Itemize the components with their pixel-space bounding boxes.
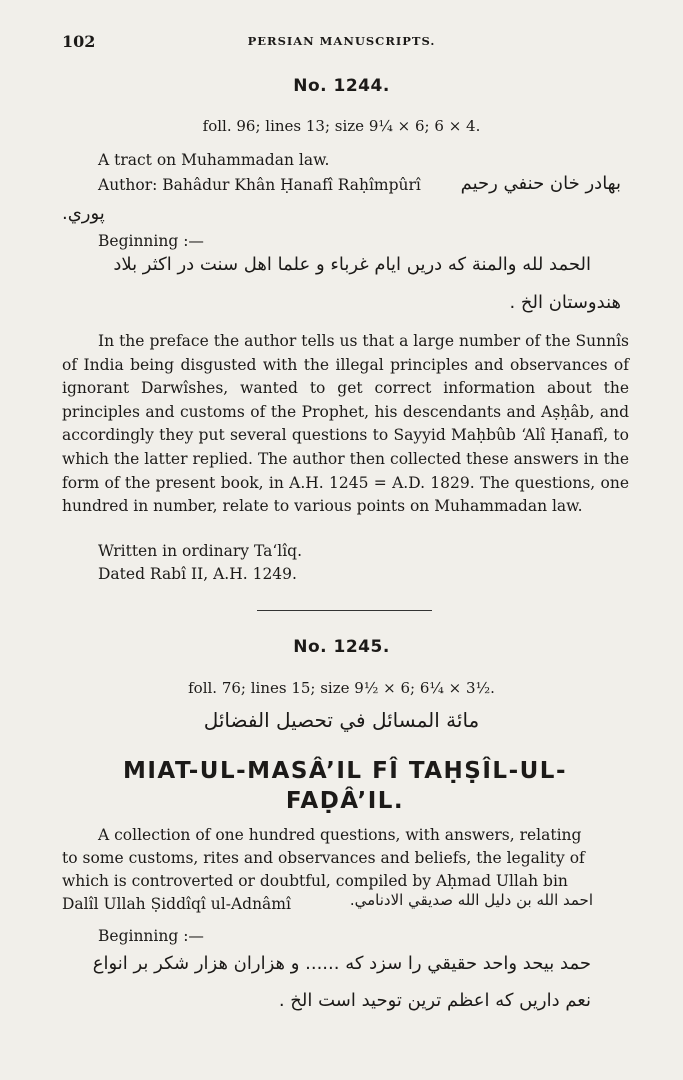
title-line-2: FAḌÂ’IL. (285, 788, 405, 814)
author-name-arabic: بهادر خان حنفي رحيم (460, 173, 621, 194)
entry-1244-dated: Dated Rabî II, A.H. 1249. (98, 565, 297, 583)
author-label: Author: (98, 176, 158, 194)
entry-1244-meta: foll. 96; lines 13; size 9¼ × 6; 6 × 4. (202, 117, 481, 135)
entry-1244-beginning-line-2: هندوستان الخ . (509, 292, 621, 313)
entry-1244-beginning-line-1: الحمد لله والمنة كه دريں ايام غرباء و علما اهل سنت در اكثر بلاد (113, 254, 591, 275)
entry-1244-preface: In the preface the author tells us that a large number of the Sunnîs of India being disgusted with the illegal principles and observances of ignorant Darwîshes, wanted to get correct information about the principles and customs of the Prophet, his descendants and Aṣḥâb, and accordingly they put several questions to Sayyid Maḥbûb ‘Alî Ḥanafî, to which the latter replied. The author then collected these answers in the form of the present book, in A.H. 1245 = A.D. 1829. The questions, one hundred in number, relate to various points on Muhammadan law. (62, 332, 629, 516)
entry-1245-compiler-arabic: احمد الله بن دليل الله صديقي الادنامي. (349, 891, 593, 909)
title-line-1: MIAT-UL-MASÂ’IL FÎ TAḤṢÎL-UL- (122, 758, 568, 784)
entry-1244-author (98, 176, 421, 194)
entry-1245-meta: foll. 76; lines 15; size 9½ × 6; 6¼ × 3½. (188, 679, 495, 697)
entry-1245-beginning-line-1: حمد بيحد واحد حقيقي را سزد كه ...... و هزاران هزار شكر بر انواع (92, 953, 591, 974)
entry-1245-desc-line-4: Dalîl Ullah Ṣiddîqî ul-Adnâmî (62, 895, 291, 913)
entry-1245-title-arabic: مائة المسائل في تحصيل الفضائل (203, 708, 480, 732)
section-divider (257, 610, 432, 611)
entry-1245-title (60, 756, 630, 816)
entry-1244-beginning-label: Beginning :— (98, 232, 204, 250)
entry-1245-desc-line-1: A collection of one hundred questions, with answers, relating (98, 826, 582, 844)
author-name: Bahâdur Khân Ḥanafî Raḥîmpûrî (162, 176, 421, 194)
entry-1245-beginning-label: Beginning :— (98, 927, 204, 945)
author-name-arabic-continued: پوري. (62, 203, 105, 224)
page-number: 102 (62, 32, 96, 51)
running-title: PERSIAN MANUSCRIPTS. (247, 34, 436, 48)
entry-1244-written: Written in ordinary Ta‘lîq. (98, 542, 303, 560)
entry-number-1244: No. 1244. (293, 76, 390, 96)
entry-number-1245: No. 1245. (293, 637, 390, 657)
entry-1244-description: A tract on Muhammadan law. (98, 151, 330, 169)
entry-1245-desc-line-2: to some customs, rites and observances and beliefs, the legality of (62, 849, 585, 867)
entry-1245-beginning-line-2: نعم داريں كه اعظم ترين توحيد است الخ . (278, 990, 591, 1011)
entry-1245-desc-line-3: which is controverted or doubtful, compiled by Aḥmad Ullah bin (62, 872, 568, 890)
